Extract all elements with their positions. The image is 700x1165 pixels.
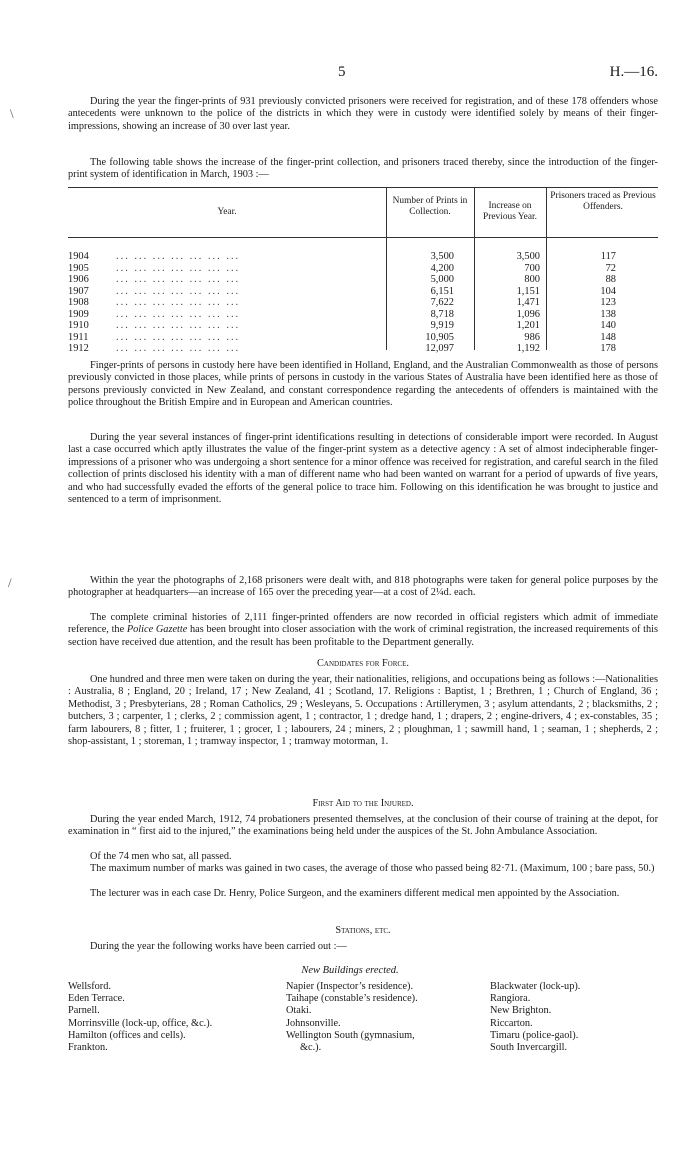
first-aid-paragraph: During the year ended March, 1912, 74 probationers presented themselves, at the conclusion of their course of training at the depot, for examination in “ first aid to the injured,” the examinations being held under the auspices of the St. John Ambulance Association. bbox=[68, 814, 658, 838]
list-item: Hamilton (offices and cells). bbox=[68, 1029, 186, 1041]
list-item: &c.). bbox=[300, 1042, 322, 1054]
list-item: South Invercargill. bbox=[490, 1042, 568, 1054]
cell-increase: 800 bbox=[524, 274, 540, 285]
cell-traced: 104 bbox=[600, 285, 616, 297]
cell-traced: 138 bbox=[600, 308, 616, 320]
criminal-histories-text-a: The complete criminal histories of 2,111 finger-printed offenders are now recorded in official registers which admit of immediate reference, the bbox=[68, 612, 658, 636]
cell-year: 1906 bbox=[68, 274, 89, 285]
margin-mark: \ bbox=[10, 106, 14, 121]
cell-traced: 88 bbox=[605, 274, 616, 285]
buildings-column-1 bbox=[68, 981, 212, 1054]
list-item: Johnsonville. bbox=[286, 1017, 341, 1029]
first-aid-marks: The maximum number of marks was gained in two cases, the average of those who passed being 82·71. (Maximum, 100 ; bare pass, 50.) bbox=[90, 863, 655, 874]
cell-year: 1909 bbox=[68, 308, 89, 320]
cell-year: 1907 bbox=[68, 285, 89, 297]
cell-prints: 10,905 bbox=[425, 331, 454, 343]
cell-year: 1910 bbox=[68, 320, 89, 331]
cell-traced: 117 bbox=[600, 251, 616, 262]
table-row bbox=[68, 263, 658, 275]
leader-dots: ... ... ... ... ... ... ... bbox=[116, 331, 241, 343]
criminal-histories-paragraph bbox=[68, 612, 658, 649]
document-code: H.—16. bbox=[609, 64, 658, 80]
cell-increase: 3,500 bbox=[516, 251, 540, 262]
leader-dots: ... ... ... ... ... ... ... bbox=[116, 343, 241, 354]
first-aid-heading: First Aid to the Injured. bbox=[312, 798, 414, 809]
table-row bbox=[68, 332, 658, 344]
leader-dots: ... ... ... ... ... ... ... bbox=[116, 274, 241, 285]
list-item: Wellington South (gymnasium, bbox=[286, 1029, 415, 1041]
criminal-histories-text-b: has been brought into closer association with the work of criminal registration, the increased requirements of this section have received due attention, and the result has been profitable to the Department generally. bbox=[68, 624, 658, 648]
page-number: 5 bbox=[338, 64, 346, 80]
leader-dots: ... ... ... ... ... ... ... bbox=[116, 251, 241, 262]
table-header-rule bbox=[68, 237, 658, 238]
cell-traced: 123 bbox=[600, 297, 616, 308]
header-increase: Increase on Previous Year. bbox=[483, 201, 537, 222]
table-row bbox=[68, 297, 658, 309]
first-aid-passed: Of the 74 men who sat, all passed. bbox=[90, 851, 232, 862]
cell-increase: 1,096 bbox=[516, 308, 540, 320]
cell-increase: 1,471 bbox=[516, 297, 540, 308]
margin-mark: / bbox=[8, 575, 12, 590]
list-item: Blackwater (lock-up). bbox=[490, 981, 581, 992]
list-item: Napier (Inspector’s residence). bbox=[286, 981, 414, 992]
list-item: Wellsford. bbox=[68, 981, 111, 992]
photographs-paragraph: Within the year the photographs of 2,168 prisoners were dealt with, and 818 photographs were taken for general police purposes by the photographer at headquarters—an increase of 165 over the preceding year—at a cost of 2¼d. each. bbox=[68, 575, 658, 599]
new-buildings-subheading: New Buildings erected. bbox=[301, 965, 399, 976]
cell-year: 1912 bbox=[68, 343, 89, 354]
list-item: Eden Terrace. bbox=[68, 993, 125, 1005]
list-item: Rangiora. bbox=[490, 993, 531, 1005]
buildings-column-2 bbox=[286, 981, 418, 1054]
cell-prints: 4,200 bbox=[430, 262, 454, 274]
cell-increase: 1,192 bbox=[516, 343, 540, 354]
list-item: Taihape (constable’s residence). bbox=[286, 993, 418, 1005]
identification-paragraph: Finger-prints of persons in custody here have been identified in Holland, England, and the Australian Commonwealth as those of persons previously convicted in those places, while prints of persons in custody in the various States of Australia have been identified here as those of persons previously convicted in New Zealand, and constant correspondence regarding the antecedents of offenders is maintained with the police throughout the British Empire and in European and American countries. bbox=[68, 360, 658, 409]
table-row bbox=[68, 251, 658, 263]
stations-intro: During the year the following works have been carried out :— bbox=[90, 941, 347, 952]
leader-dots: ... ... ... ... ... ... ... bbox=[116, 320, 241, 331]
first-aid-lecturer: The lecturer was in each case Dr. Henry, Police Surgeon, and the examiners different medical men appointed by the Association. bbox=[90, 888, 620, 899]
leader-dots: ... ... ... ... ... ... ... bbox=[116, 308, 241, 320]
cell-prints: 6,151 bbox=[430, 285, 454, 297]
table-row bbox=[68, 320, 658, 332]
table-row bbox=[68, 343, 658, 355]
cell-prints: 7,622 bbox=[430, 297, 454, 308]
cell-increase: 700 bbox=[524, 262, 540, 274]
table-top-rule bbox=[68, 187, 658, 188]
cell-increase: 986 bbox=[524, 331, 540, 343]
cell-prints: 12,097 bbox=[425, 343, 454, 354]
cell-traced: 148 bbox=[600, 331, 616, 343]
leader-dots: ... ... ... ... ... ... ... bbox=[116, 297, 241, 308]
cell-increase: 1,151 bbox=[516, 285, 540, 297]
stations-heading: Stations, etc. bbox=[335, 925, 391, 936]
candidates-paragraph: One hundred and three men were taken on during the year, their nationalities, religions, and occupations being as follows :—Nationalities : Australia, 8 ; England, 20 ; Ireland, 17 ; New Zealand, 41 ; Scotland, 17. Religions : Baptist, 1 ; Brethren, 1 ; Church of England, 36 ; Methodist, 3 ; Presbyterians, 28 ; Roman Catholics, 29 ; Wesleyans, 5. Occupations : Artillerymen, 3 ; asylum attendants, 2 ; blacksmiths, 2 ; butchers, 3 ; carpenter, 1 ; clerks, 2 ; commission agent, 1 ; contractor, 1 ; dredge hand, 1 ; drapers, 2 ; engine-drivers, 4 ; ex-constables, 35 ; farm labourers, 8 ; fitter, 1 ; fruiterer, 1 ; grocer, 1 ; labourers, 24 ; miners, 2 ; ploughman, 1 ; sawmill hand, 1 ; seaman, 1 ; shepherds, 2 ; shop-assistant, 1 ; storeman, 1 ; tramway inspector, 1 ; tramway motorman, 1. bbox=[68, 674, 658, 748]
cell-traced: 178 bbox=[600, 343, 616, 354]
list-item: Parnell. bbox=[68, 1005, 100, 1017]
list-item: Morrinsville (lock-up, office, &c.). bbox=[68, 1017, 213, 1029]
header-traced: Prisoners traced as Previous Offenders. bbox=[550, 191, 656, 212]
leader-dots: ... ... ... ... ... ... ... bbox=[116, 285, 241, 297]
detection-paragraph: During the year several instances of finger-print identifications resulting in detections of considerable import were recorded. In August last a case occurred which aptly illustrates the value of the finger-print system as a detective agency : A set of almost indecipherable finger-impressions of a prisoner who was undergoing a short sentence for a minor offence was received for registration, and careful search in the filed collection of prints disclosed his identity with a man of different name who had been wanted on warrant for a period of upwards of five years, and who had successfully evaded the efforts of the general police to trace him. Following on this identification he was brought to justice and sentenced to a term of imprisonment. bbox=[68, 432, 658, 506]
cell-prints: 8,718 bbox=[430, 308, 454, 320]
table-row bbox=[68, 274, 658, 286]
cell-year: 1908 bbox=[68, 297, 89, 308]
list-item: New Brighton. bbox=[490, 1005, 552, 1017]
cell-traced: 72 bbox=[605, 262, 616, 274]
cell-year: 1904 bbox=[68, 251, 89, 262]
header-prints: Number of Prints in Collection. bbox=[392, 196, 468, 217]
candidates-heading: Candidates for Force. bbox=[317, 658, 409, 669]
leader-dots: ... ... ... ... ... ... ... bbox=[116, 262, 241, 274]
police-gazette-title: Police Gazette bbox=[126, 624, 188, 636]
table-row bbox=[68, 286, 658, 298]
cell-prints: 9,919 bbox=[430, 320, 454, 331]
table-intro-paragraph: The following table shows the increase of the finger-print collection, and prisoners traced thereby, since the introduction of the finger-print system of identification in March, 1903 :— bbox=[68, 157, 658, 181]
cell-year: 1905 bbox=[68, 262, 89, 274]
intro-paragraph: During the year the finger-prints of 931 previously convicted prisoners were received for registration, and of these 178 offenders whose antecedents were unknown to the police of the districts in which they were in custody were identified solely by means of their finger-impressions, showing an increase of 30 over last year. bbox=[68, 96, 658, 132]
header-year: Year. bbox=[217, 207, 237, 217]
cell-year: 1911 bbox=[68, 331, 89, 343]
list-item: Timaru (police-gaol). bbox=[490, 1029, 579, 1041]
cell-traced: 140 bbox=[600, 320, 616, 331]
list-item: Frankton. bbox=[68, 1042, 108, 1054]
cell-prints: 3,500 bbox=[430, 251, 454, 262]
cell-increase: 1,201 bbox=[516, 320, 540, 331]
buildings-column-3 bbox=[490, 981, 580, 1054]
list-item: Riccarton. bbox=[490, 1017, 533, 1029]
cell-prints: 5,000 bbox=[430, 274, 454, 285]
list-item: Otaki. bbox=[286, 1005, 312, 1017]
table-row bbox=[68, 309, 658, 321]
